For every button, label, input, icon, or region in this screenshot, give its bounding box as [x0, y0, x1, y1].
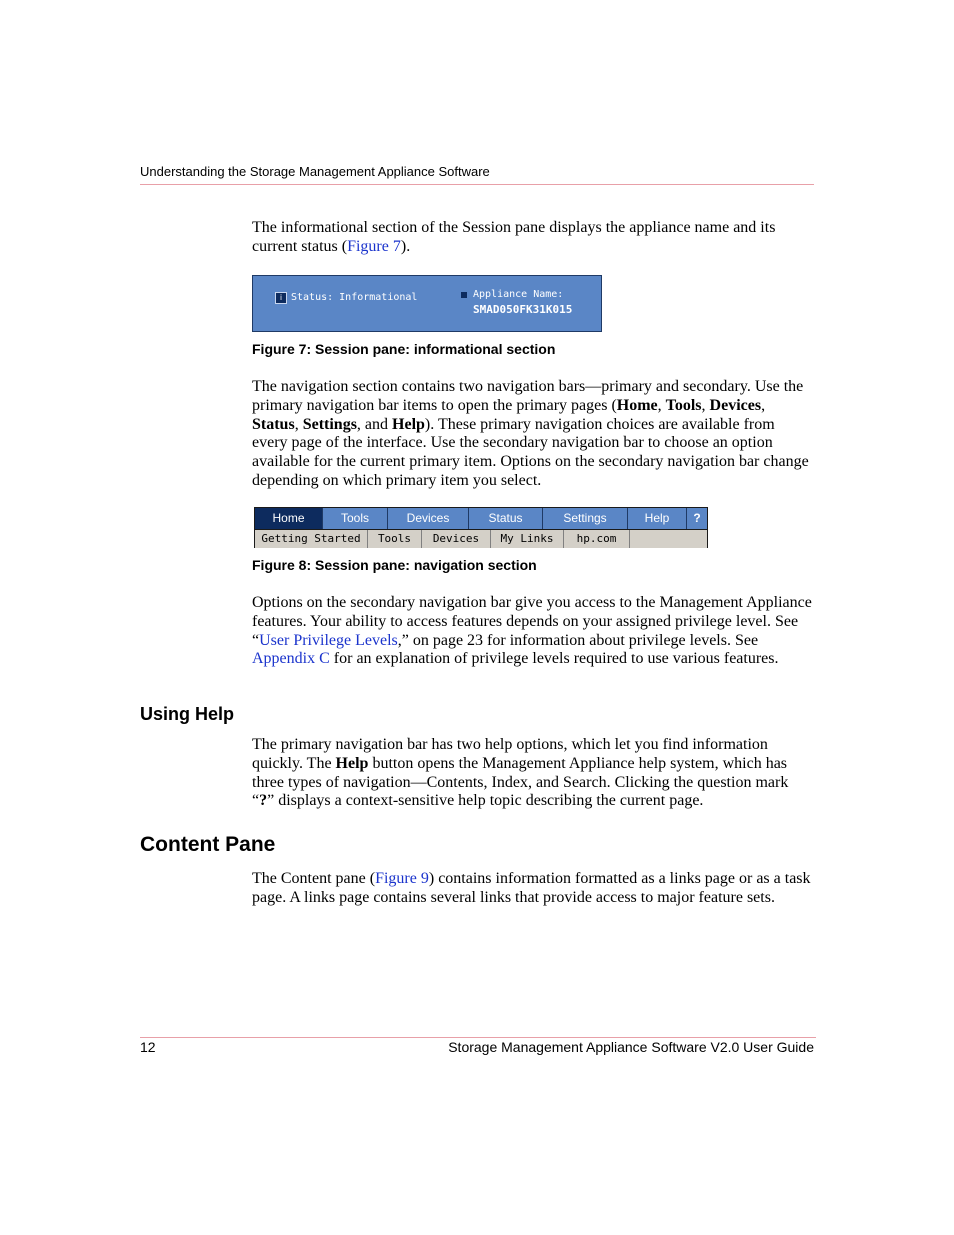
figure-7-informational-panel [252, 275, 602, 332]
secondary-nav-bar [255, 530, 707, 548]
nav-status-button[interactable]: Status [469, 508, 543, 529]
info-icon: i [275, 292, 287, 304]
status-text: Status: Informational [291, 292, 418, 303]
running-header: Understanding the Storage Management Appliance Software [140, 164, 490, 179]
nav-tools-button[interactable]: Tools [323, 508, 388, 529]
nav-help-button[interactable]: Help [628, 508, 687, 529]
navigation-paragraph: The navigation section contains two navigation bars—primary and secondary. Use the primary navigation bar items to open the primary pages (Home, Tools, Devices, Status, Settings, and Help). These primary navigation choices are available from every page of the interface. Use the secondary navigation bar to choose an option available for the current primary item. Options on the secondary navigation bar change depending on which primary item you select. [252, 378, 809, 489]
secondary-nav-paragraph: Options on the secondary navigation bar give you access to the Management Appliance features. Your ability to access features depends on your assigned privilege level. See “User Privilege Levels,” on page 23 for information about privilege levels. See Appendix C for an explanation of privilege levels required to use various features. [252, 594, 812, 668]
using-help-paragraph: The primary navigation bar has two help options, which let you find information quickly. The Help button opens the Management Appliance help system, which has three types of navigation—Contents, Index, and Search. Clicking the question mark “?” displays a context-sensitive help topic describing the current page. [252, 736, 789, 810]
subnav-getting-started[interactable]: Getting Started [255, 530, 368, 548]
figure-8-caption: Figure 8: Session pane: navigation section [252, 557, 537, 573]
using-help-heading: Using Help [140, 704, 235, 724]
figure-7-link[interactable]: Figure 7 [347, 237, 401, 255]
footer-title: Storage Management Appliance Software V2.0 User Guide [448, 1039, 814, 1055]
figure-8-navigation-bars [254, 507, 708, 548]
appendix-c-link[interactable]: Appendix C [252, 650, 330, 668]
figure-9-link[interactable]: Figure 9 [375, 870, 429, 887]
intro-paragraph: The informational section of the Session pane displays the appliance name and its current status (Figure 7). [252, 219, 776, 255]
figure-7-caption: Figure 7: Session pane: informational section [252, 341, 556, 357]
footer-rule [140, 1037, 816, 1038]
appliance-name-value: SMAD050FK31K015 [473, 303, 573, 316]
nav-home-button[interactable]: Home [255, 508, 323, 529]
appliance-name-label: Appliance Name: [473, 289, 564, 300]
content-pane-heading: Content Pane [140, 833, 276, 856]
subnav-tools[interactable]: Tools [368, 530, 422, 548]
square-bullet-icon [461, 292, 467, 298]
subnav-hp-com[interactable]: hp.com [564, 530, 630, 548]
subnav-devices[interactable]: Devices [422, 530, 491, 548]
nav-settings-button[interactable]: Settings [543, 508, 628, 529]
user-privilege-levels-link[interactable]: User Privilege Levels [259, 631, 398, 649]
primary-nav-bar [255, 508, 707, 530]
nav-question-button[interactable]: ? [693, 511, 701, 525]
nav-devices-button[interactable]: Devices [388, 508, 469, 529]
header-rule [140, 184, 814, 185]
subnav-my-links[interactable]: My Links [491, 530, 564, 548]
page-number: 12 [140, 1039, 156, 1055]
content-pane-paragraph: The Content pane (Figure 9) contains information formatted as a links page or as a task page. A links page contains several links that provide access to major feature sets. [252, 870, 811, 906]
